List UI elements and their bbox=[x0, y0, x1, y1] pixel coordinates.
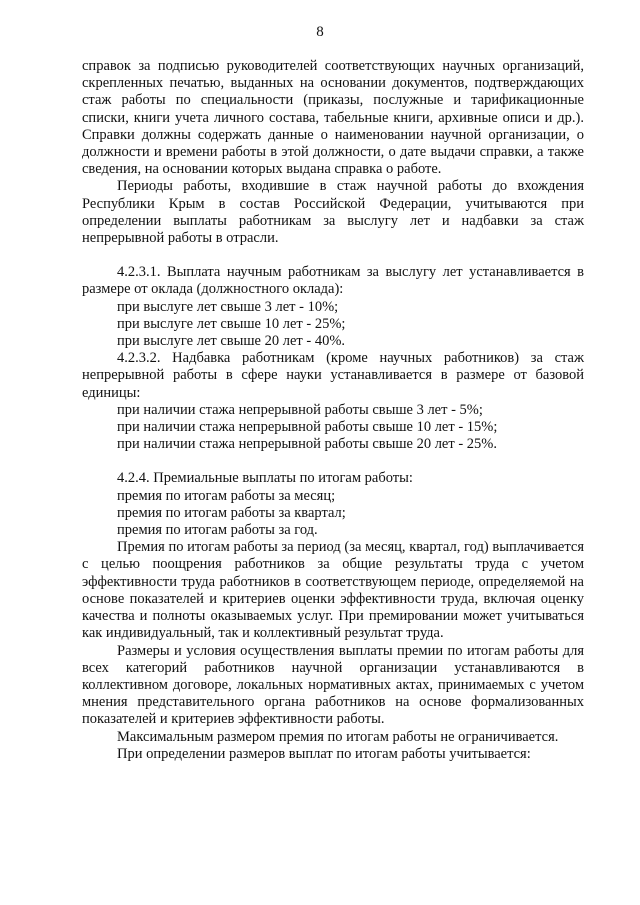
paragraph-bonus-period: Премия по итогам работы за период (за месяц, квартал, год) выплачивается с целью поощрения работников за общие результаты труда с учетом эффективности труда работников в соответствующем периоде, определяемой на основе показателей и критериев оценки эффективности труда, включая оценку качества и полноты оказываемых услуг. При премировании может учитываться как индивидуальный, так и коллективный результат труда. bbox=[82, 539, 584, 642]
paragraph-4-2-4: 4.2.4. Премиальные выплаты по итогам работы: bbox=[117, 470, 413, 487]
list-item: при выслуге лет свыше 3 лет - 10%; bbox=[117, 298, 339, 315]
paragraph-bonus-max: Максимальным размером премия по итогам работы не ограничивается. bbox=[117, 728, 559, 745]
list-item: премия по итогам работы за год. bbox=[117, 522, 318, 539]
list-item: при выслуге лет свыше 10 лет - 25%; bbox=[117, 315, 346, 332]
paragraph-4-2-3-1: 4.2.3.1. Выплата научным работникам за выслугу лет устанавливается в размере от оклада (должностного оклада): bbox=[82, 264, 584, 298]
list-item: при наличии стажа непрерывной работы свыше 10 лет - 15%; bbox=[117, 419, 498, 436]
paragraph-periods: Периоды работы, входившие в стаж научной работы до вхождения Республики Крым в состав Российской Федерации, учитываются при определении выплаты работникам за выслугу лет и надбавки за стаж непрерывной работы в отрасли. bbox=[82, 178, 584, 247]
paragraph-4-2-3-2: 4.2.3.2. Надбавка работникам (кроме научных работников) за стаж непрерывной работы в сфере науки устанавливается в размере от базовой единицы: bbox=[82, 350, 584, 401]
document-body bbox=[82, 58, 584, 763]
list-item: премия по итогам работы за месяц; bbox=[117, 487, 336, 504]
paragraph-bonus-factors: При определении размеров выплат по итогам работы учитывается: bbox=[117, 745, 531, 762]
spacer bbox=[82, 453, 584, 470]
list-item: при наличии стажа непрерывной работы свыше 20 лет - 25%. bbox=[117, 436, 497, 453]
list-item: премия по итогам работы за квартал; bbox=[117, 504, 346, 521]
page-number: 8 bbox=[316, 24, 324, 40]
list-item: при наличии стажа непрерывной работы свыше 3 лет - 5%; bbox=[117, 401, 483, 418]
spacer bbox=[82, 247, 584, 264]
paragraph-certificates: справок за подписью руководителей соответствующих научных организаций, скрепленных печатью, выданных на основании документов, подтверждающих стаж работы по специальности (приказы, послужные и тарификационные списки, книги учета личного состава, табельные книги, архивные описи и др.). Справки должны содержать данные о наименовании научной организации, о должности и времени работы в этой должности, о дате выдачи справки, а также сведения, на основании которых выдана справка о работе. bbox=[82, 58, 584, 178]
list-item: при выслуге лет свыше 20 лет - 40%. bbox=[117, 333, 346, 350]
paragraph-bonus-conditions: Размеры и условия осуществления выплаты премии по итогам работы для всех категорий работников научной организации устанавливаются в коллективном договоре, локальных нормативных актах, принимаемых с учетом мнения представительного органа работников на основе формализованных показателей и критериев эффективности работы. bbox=[82, 642, 584, 728]
